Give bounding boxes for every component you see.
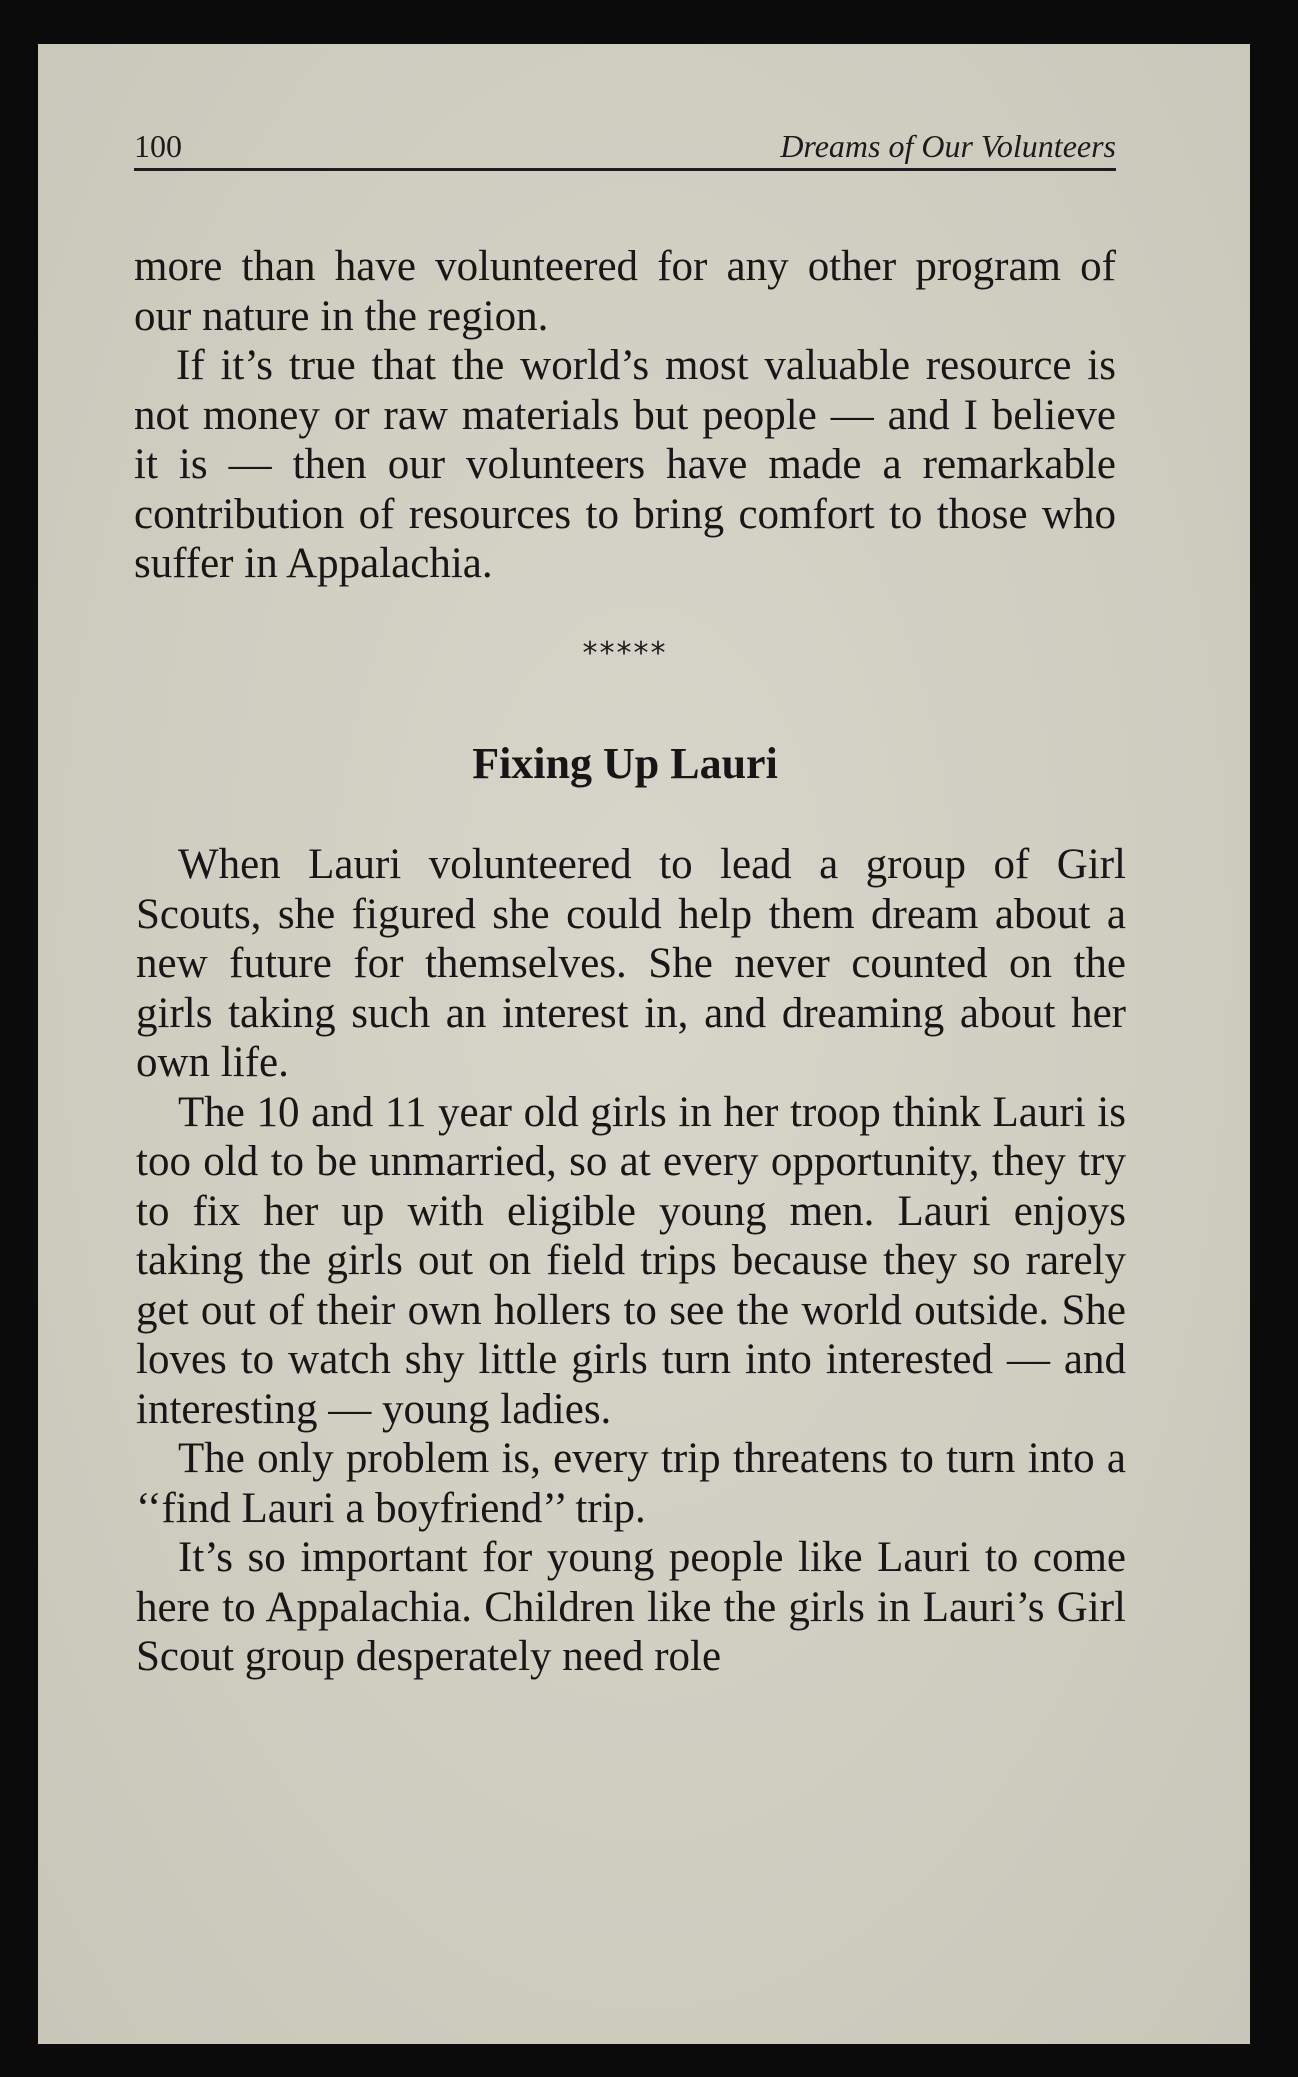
paragraph: more than have volunteered for any other program of our nature in the region.	[134, 243, 1116, 340]
paragraph: It’s so important for young people like Lauri to come here to Appalachia. Children like the girls in Lauri’s Girl Scout group desperately need role	[136, 1534, 1126, 1680]
running-title: Dreams of Our Volunteers	[780, 128, 1116, 164]
paragraph: The only problem is, every trip threatens to turn into a ‘‘find Lauri a boyfriend’’ trip.	[136, 1435, 1126, 1532]
paragraph: If it’s true that the world’s most valuable resource is not money or raw materials but people — and I believe it is — then our volunteers have made a remarkable contribution of resources to bring comfort to those who suffer in Appalachia.	[134, 342, 1116, 587]
section-body	[136, 840, 1126, 1682]
continuation-text	[134, 242, 1116, 589]
page-number: 100	[134, 128, 182, 164]
paragraph: The 10 and 11 year old girls in her troop think Lauri is too old to be unmarried, so at every opportunity, they try to fix her up with eligible young men. Lauri enjoys taking the girls out on field trips because they so rarely get out of their own hollers to see the world outside. She loves to watch shy little girls turn into interested — and interesting — young ladies.	[136, 1088, 1126, 1433]
page-header	[134, 116, 1116, 171]
section-title: Fixing Up Lauri	[472, 739, 778, 788]
section-separator: *****	[582, 636, 668, 671]
paragraph: When Lauri volunteered to lead a group of Girl Scouts, she figured she could help them dream about a new future for themselves. She never counted on the girls taking such an interest in, and dreaming about her own life.	[136, 841, 1126, 1086]
